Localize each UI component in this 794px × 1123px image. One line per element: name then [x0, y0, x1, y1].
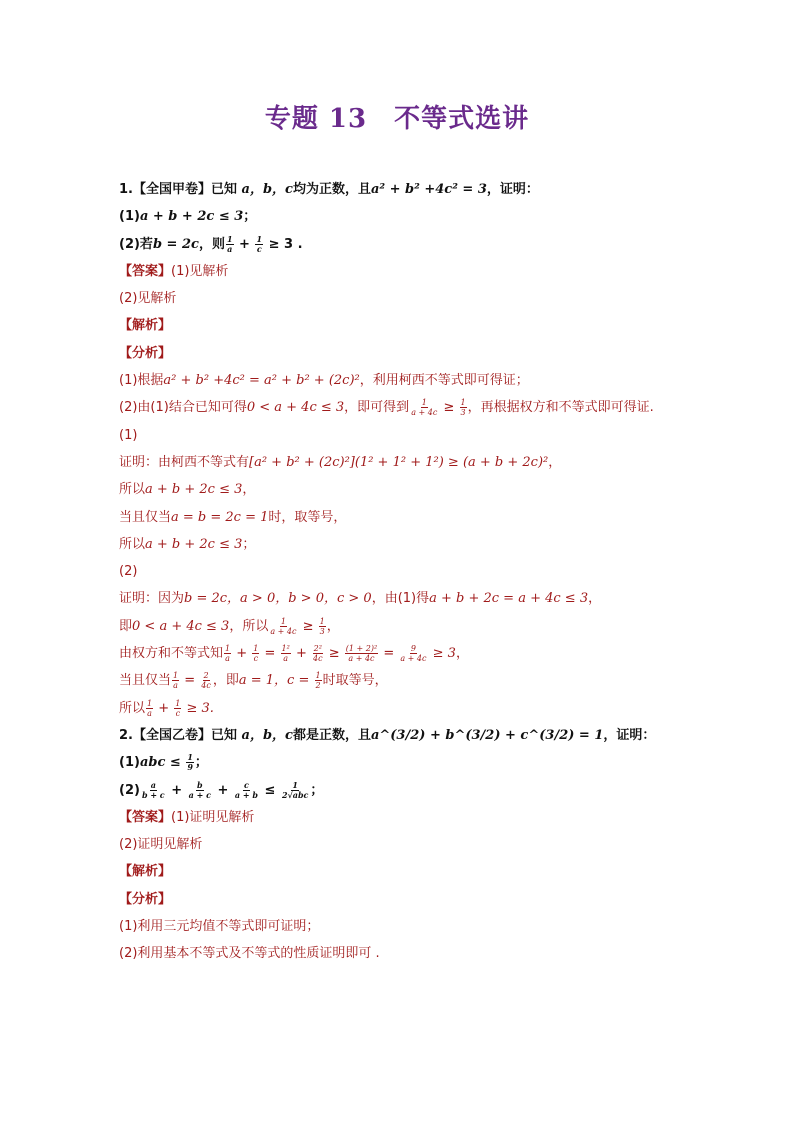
fraction: $\frac{\text{(1 + 2)²}}{a + 4c}$ [345, 644, 378, 664]
q1-sol2-line5: 所以 $\frac{1}{a}$ + $\frac{1}{c}$ ≥ 3. [119, 698, 214, 718]
q1-part1: (1)a + b + 2c ≤ 3； [119, 209, 257, 225]
q2-part1: (1)abc ≤ $\frac{1}{9}$ ； [119, 752, 208, 773]
q2-header: 2.【全国乙卷】已知 a，b，c都是正数，且a^(3/2) + b^(3/2) + c^(3/2) = 1，证明： [119, 727, 656, 743]
fraction: $\frac{1}{2}$ [315, 671, 321, 691]
fraction: $\frac{1}{a}$ [147, 698, 153, 718]
q1-answer-1: 【答案】(1)见解析 [119, 263, 229, 279]
q2-part2: (2) $\frac{a}{b + c}$ + $\frac{b}{a + c}$ + $\frac{c}{a + b}$ ≤ $\frac{1}{\text{2√abc}}$ ； [119, 779, 324, 800]
q2-fenxi-label: 【分析】 [119, 891, 172, 907]
fraction: $\frac{1}{a + 4c}$ [411, 398, 438, 418]
fraction: $\frac{a}{b + c}$ [141, 779, 165, 800]
page-title: 专题 13 不等式选讲 [264, 104, 530, 134]
fraction: $\frac{1}{9}$ [187, 752, 193, 773]
q1-jiexi-label: 【解析】 [119, 318, 172, 334]
q2-answer-2: (2)证明见解析 [119, 837, 203, 853]
q1-sol2-line3: 由权方和不等式知 $\frac{1}{a}$ + $\frac{1}{c}$ = $\frac{\text{1²}}{a}$ + $\frac{\text{2²}}{4c}$ ≥ $\frac{\text{(1 + 2)²}}{a + 4c}$ = $\frac{9}{a + 4c}$ ≥ 3， [119, 644, 469, 664]
document-body [119, 176, 719, 968]
q1-answer-2: (2)见解析 [119, 291, 177, 307]
fraction: $\frac{1}{3}$ [319, 616, 325, 636]
q1-sol1-line1: 证明：由柯西不等式有[a² + b² + (2c)²](1² + 1² + 1²) ≥ (a + b + 2c)²， [119, 454, 562, 470]
fraction: $\frac{\text{2²}}{4c}$ [313, 644, 323, 664]
q1-sol2-line1: 证明：因为b = 2c，a > 0，b > 0，c > 0，由(1)得a + b + 2c = a + 4c ≤ 3， [119, 591, 602, 607]
q1-sol2-line4: 当且仅当 $\frac{1}{a}$ = $\frac{2}{4c}$ ，即a = 1，c = $\frac{1}{2}$ 时取等号， [119, 671, 388, 691]
q1-sol1-line4: 所以a + b + 2c ≤ 3； [119, 536, 256, 552]
fraction: $\frac{c}{a + b}$ [234, 779, 258, 800]
q1-sol1-line3: 当且仅当a = b = 2c = 1时，取等号， [119, 509, 347, 525]
fraction: $\frac{1}{a}$ [226, 233, 233, 254]
fraction: $\frac{1}{c}$ [253, 644, 259, 664]
q1-analysis-1: (1)根据a² + b² +4c² = a² + b² + (2c)²，利用柯西不等式即可得证； [119, 373, 529, 389]
fraction: $\frac{1}{3}$ [460, 398, 466, 418]
q2-answer-1: 【答案】(1)证明见解析 [119, 809, 255, 825]
q2-analysis-1: (1)利用三元均值不等式即可证明； [119, 919, 320, 935]
q1-sol2-line2: 即0 < a + 4c ≤ 3，所以 $\frac{1}{a + 4c}$ ≥ $\frac{1}{3}$ ， [119, 616, 340, 636]
fraction: $\frac{b}{a + c}$ [188, 779, 211, 800]
q2-analysis-2: (2)利用基本不等式及不等式的性质证明即可 . [119, 946, 380, 962]
fraction: $\frac{1}{c}$ [256, 233, 263, 254]
fraction: $\frac{1}{a + 4c}$ [270, 616, 297, 636]
fraction: $\frac{9}{a + 4c}$ [400, 644, 427, 664]
fraction: $\frac{\text{1²}}{a}$ [281, 644, 290, 664]
q1-sol1-label: (1) [119, 427, 138, 443]
q1-sol1-line2: 所以a + b + 2c ≤ 3， [119, 482, 256, 498]
fraction: $\frac{1}{c}$ [175, 698, 181, 718]
q1-fenxi-label: 【分析】 [119, 345, 172, 361]
q1-header: 1.【全国甲卷】已知 a，b，c均为正数，且a² + b² +4c² = 3，证明： [119, 182, 539, 197]
q1-part2: (2)若b = 2c，则 $\frac{1}{a}$ + $\frac{1}{c}$ ≥ 3 . [119, 233, 303, 254]
fraction: $\frac{2}{4c}$ [201, 671, 211, 691]
q2-jiexi-label: 【解析】 [119, 864, 172, 880]
fraction: $\frac{1}{a}$ [225, 644, 231, 664]
fraction: $\frac{1}{a}$ [173, 671, 179, 691]
q1-analysis-2: (2)由(1)结合已知可得0 < a + 4c ≤ 3，即可得到 $\frac{1}{a + 4c}$ ≥ $\frac{1}{3}$ ，再根据权方和不等式即可得证. [119, 398, 654, 418]
fraction: $\frac{1}{\text{2√abc}}$ [281, 779, 309, 800]
q1-sol2-label: (2) [119, 564, 138, 580]
